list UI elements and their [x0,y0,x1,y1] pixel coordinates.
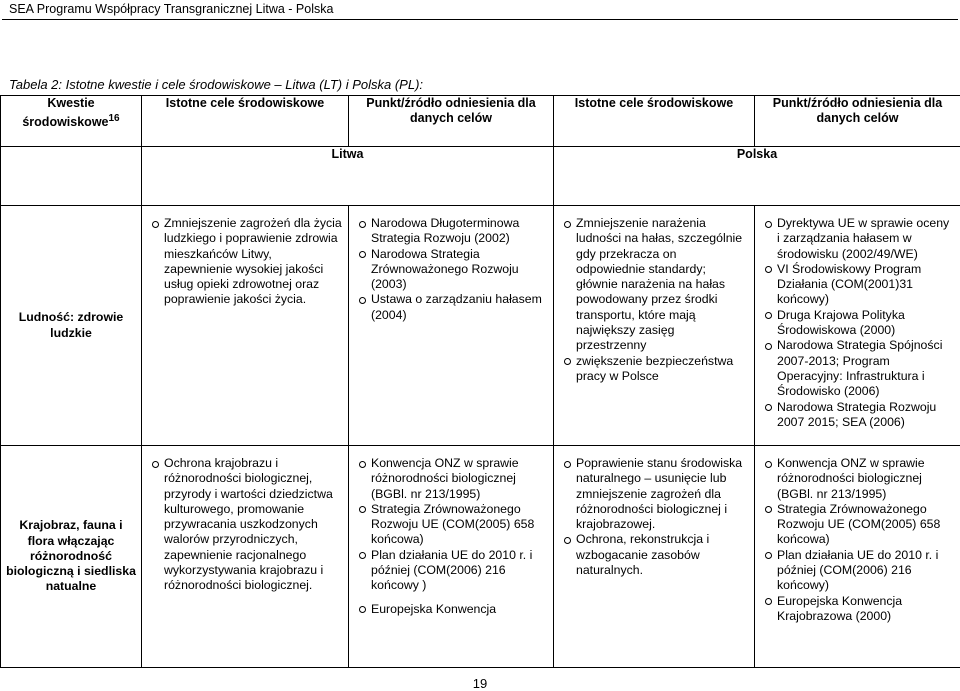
list-item: Konwencja ONZ w sprawie różnorodności biologicznej (BGBl. nr 213/1995) [371,456,547,502]
page-number: 19 [472,676,488,691]
list-item: Narodowa Długoterminowa Strategia Rozwoju (2002) [371,216,547,247]
list-item: Druga Krajowa Polityka Środowiskowa (2000) [777,308,954,339]
lt-goals-cell [142,446,349,668]
list-item: Plan działania UE do 2010 r. i później (COM(2006) 216 końcowy ) [371,548,547,594]
pl-goals-cell [554,446,755,668]
country-header-lithuania: Litwa [142,147,554,206]
column-header-issues: Kwestie środowiskowe$^{16}$ [1,96,142,147]
lt-goals-cell [142,206,349,446]
country-header-row [1,147,960,206]
column-header-lt-refs: Punkt/źródło odniesienia dla danych celów [349,96,554,147]
environmental-issues-table [0,95,960,668]
list-item: Ochrona, rekonstrukcja i wzbogacanie zasobów naturalnych. [576,532,748,578]
table-caption: Tabela 2: Istotne kwestie i cele środowiskowe – Litwa (LT) i Polska (PL): [9,77,424,92]
row-issue-label: Krajobraz, fauna i flora włączając różnorodność biologiczną i siedliska natualne [1,446,142,668]
lt-refs-cell [349,206,554,446]
column-header-pl-goals: Istotne cele środowiskowe [554,96,755,147]
table-row [1,206,960,446]
list-item: Zmniejszenie narażenia ludności na hałas, szczególnie gdy przekracza on odpowiednie standardy; głównie narażenia na hałas powodowany przez środki transportu, które mają największy zasięg przestrzenny [576,216,748,354]
list-item: VI Środowiskowy Program Działania (COM(2001)31 końcowy) [777,262,954,308]
list-item: zwiększenie bezpieczeństwa pracy w Polsce [576,354,748,385]
table-row [1,446,960,668]
list-item: Strategia Zrównoważonego Rozwoju UE (COM(2005) 658 końcowa) [777,502,954,548]
list-item: Strategia Zrównoważonego Rozwoju UE (COM(2005) 658 końcowa) [371,502,547,548]
column-header-lt-goals: Istotne cele środowiskowe [142,96,349,147]
header-divider [2,19,958,20]
country-header-poland: Polska [554,147,960,206]
pl-refs-cell [755,206,960,446]
list-item: Narodowa Strategia Spójności 2007-2013; Program Operacyjny: Infrastruktura i Środowisko (2006) [777,338,954,399]
list-item: Zmniejszenie zagrożeń dla życia ludzkiego i poprawienie zdrowia mieszkańców Litwy, zapewnienie wysokiej jakości usług opieki zdrowotnej oraz poprawienie jakości życia. [164,216,342,307]
pl-goals-cell [554,206,755,446]
list-item: Konwencja ONZ w sprawie różnorodności biologicznej (BGBl. nr 213/1995) [777,456,954,502]
list-item: Europejska Konwencja Krajobrazowa (2000) [777,594,954,625]
list-item: Narodowa Strategia Rozwoju 2007 2015; SEA (2006) [777,400,954,431]
list-item: Dyrektywa UE w sprawie oceny i zarządzania hałasem w środowisku (2002/49/WE) [777,216,954,262]
list-item: Europejska Konwencja [371,602,547,617]
list-item: Poprawienie stanu środowiska naturalnego – usunięcie lub zmniejszenie zagrożeń dla różnorodności biologicznej i krajobrazowej. [576,456,748,532]
country-header-spacer [1,147,142,206]
lt-refs-cell [349,446,554,668]
footnote-marker: 16 [108,113,120,124]
column-header-pl-refs: Punkt/źródło odniesienia dla danych celów [755,96,960,147]
row-issue-label: Ludność: zdrowie ludzkie [1,206,142,446]
list-item: Ochrona krajobrazu i różnorodności biologicznej, przyrody i wartości dziedzictwa kulturowego, promowanie przywracania uszkodzonych walorów przyrodniczych, zapewnienie racjonalnego wykorzystywania krajobrazu i różnorodności biologicznej. [164,456,342,594]
list-item: Plan działania UE do 2010 r. i później (COM(2006) 216 końcowy) [777,548,954,594]
list-item: Ustawa o zarządzaniu hałasem (2004) [371,292,547,323]
list-item: Narodowa Strategia Zrównoważonego Rozwoju (2003) [371,247,547,293]
pl-refs-cell [755,446,960,668]
table-header-row [1,96,960,147]
document-header-title: SEA Programu Współpracy Transgranicznej Litwa - Polska [9,2,334,16]
